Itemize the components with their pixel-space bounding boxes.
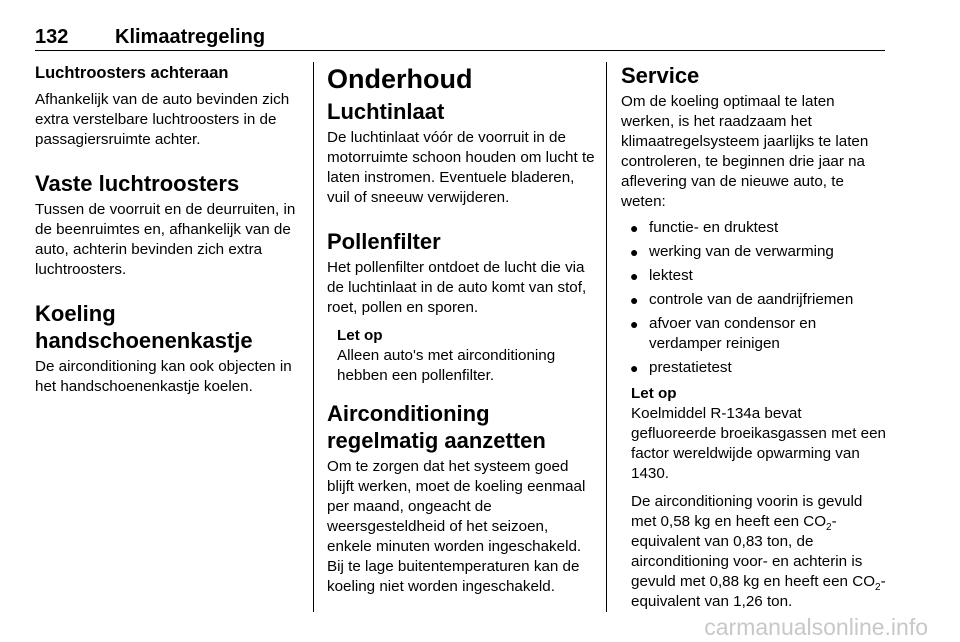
glovebox-text: De airconditioning kan ook objecten in het handschoenenkastje koelen.	[35, 358, 292, 395]
glovebox-heading-line1: Koeling	[35, 301, 116, 326]
regular-use-text: Om te zorgen dat het systeem goed blijft werken, moet de koeling eenmaal per maand, ongeacht de weersgesteldheid of het seizoen, enkele minuten worden ingeschakeld. Bij te lage buitentemperaturen kan de koeling niet worden ingeschakeld.	[327, 458, 586, 595]
service-text: Om de koeling optimaal te laten werken, is het raadzaam het klimaatregelsysteem jaarlijks te laten controleren, te beginnen drie jaar na aflevering van de nieuwe auto, te weten:	[621, 93, 869, 210]
list-item: ● functie- en druktest	[630, 219, 779, 236]
rear-vents-heading: Luchtroosters achteraan	[35, 64, 229, 82]
list-item: ● lektest	[630, 267, 693, 284]
column-left	[35, 62, 300, 397]
service-checklist	[621, 218, 889, 378]
charge-text: De airconditioning voorin is gevuld met 0,58 kg en heeft een $CO_2$-equivalent van 0,83 ton, de airconditioning voor- en achterin is gevuld met 0,88 kg en heeft een $CO_2$-equivalent van 1,26 ton.	[631, 493, 886, 610]
pollen-note	[327, 326, 595, 386]
air-intake-heading: Luchtinlaat	[327, 99, 445, 124]
bullet-icon: ●	[630, 220, 639, 236]
refrigerant-note	[621, 384, 889, 612]
watermark: carmanualsonline.info	[704, 614, 928, 640]
list-item: ● afvoer van condensor en verdamper reinigen	[630, 315, 817, 352]
pollen-filter-heading: Pollenfilter	[327, 229, 441, 254]
maintenance-heading: Onderhoud	[327, 64, 473, 94]
fixed-vents-heading: Vaste luchtroosters	[35, 171, 240, 196]
rear-vents-text: Afhankelijk van de auto bevinden zich extra verstelbare luchtroosters in de passagiersruimte achter.	[35, 91, 290, 148]
bullet-icon: ●	[630, 292, 639, 308]
note-text: Alleen auto's met airconditioning hebben een pollenfilter.	[337, 347, 556, 384]
note-label: Let op	[337, 327, 383, 344]
page-number: 132	[35, 26, 69, 48]
column-divider	[313, 62, 314, 612]
regular-use-heading: Airconditioning regelmatig aanzetten	[327, 401, 546, 453]
list-item: ● prestatietest	[630, 359, 732, 376]
service-heading: Service	[621, 63, 700, 88]
note-text: Koelmiddel R-134a bevat gefluoreerde broeikasgassen met een factor wereldwijde opwarming van 1430.	[631, 405, 886, 482]
bullet-icon: ●	[630, 316, 639, 332]
note-label: Let op	[631, 385, 677, 402]
air-intake-text: De luchtinlaat vóór de voorruit in de motorruimte schoon houden om lucht te laten instromen. Eventuele bladeren, vuil of sneeuw verwijderen.	[327, 129, 595, 206]
column-middle	[327, 62, 595, 597]
glovebox-heading-line2: handschoenenkastje	[35, 328, 253, 353]
column-right	[621, 62, 889, 612]
fixed-vents-text: Tussen de voorruit en de deurruiten, in de beenruimtes en, afhankelijk van de auto, achterin bevinden zich extra luchtroosters.	[35, 201, 296, 278]
header-rule	[35, 50, 885, 51]
bullet-icon: ●	[630, 244, 639, 260]
column-divider	[606, 62, 607, 612]
bullet-icon: ●	[630, 268, 639, 284]
pollen-filter-text: Het pollenfilter ontdoet de lucht die via de luchtinlaat in de auto komt van stof, roet, pollen en sporen.	[327, 259, 587, 316]
list-item: ● controle van de aandrijfriemen	[630, 291, 854, 308]
bullet-icon: ●	[630, 360, 639, 376]
chapter-title: Klimaatregeling	[115, 26, 266, 48]
list-item: ● werking van de verwarming	[630, 243, 834, 260]
page-header	[35, 24, 885, 52]
glovebox-heading	[35, 300, 300, 354]
